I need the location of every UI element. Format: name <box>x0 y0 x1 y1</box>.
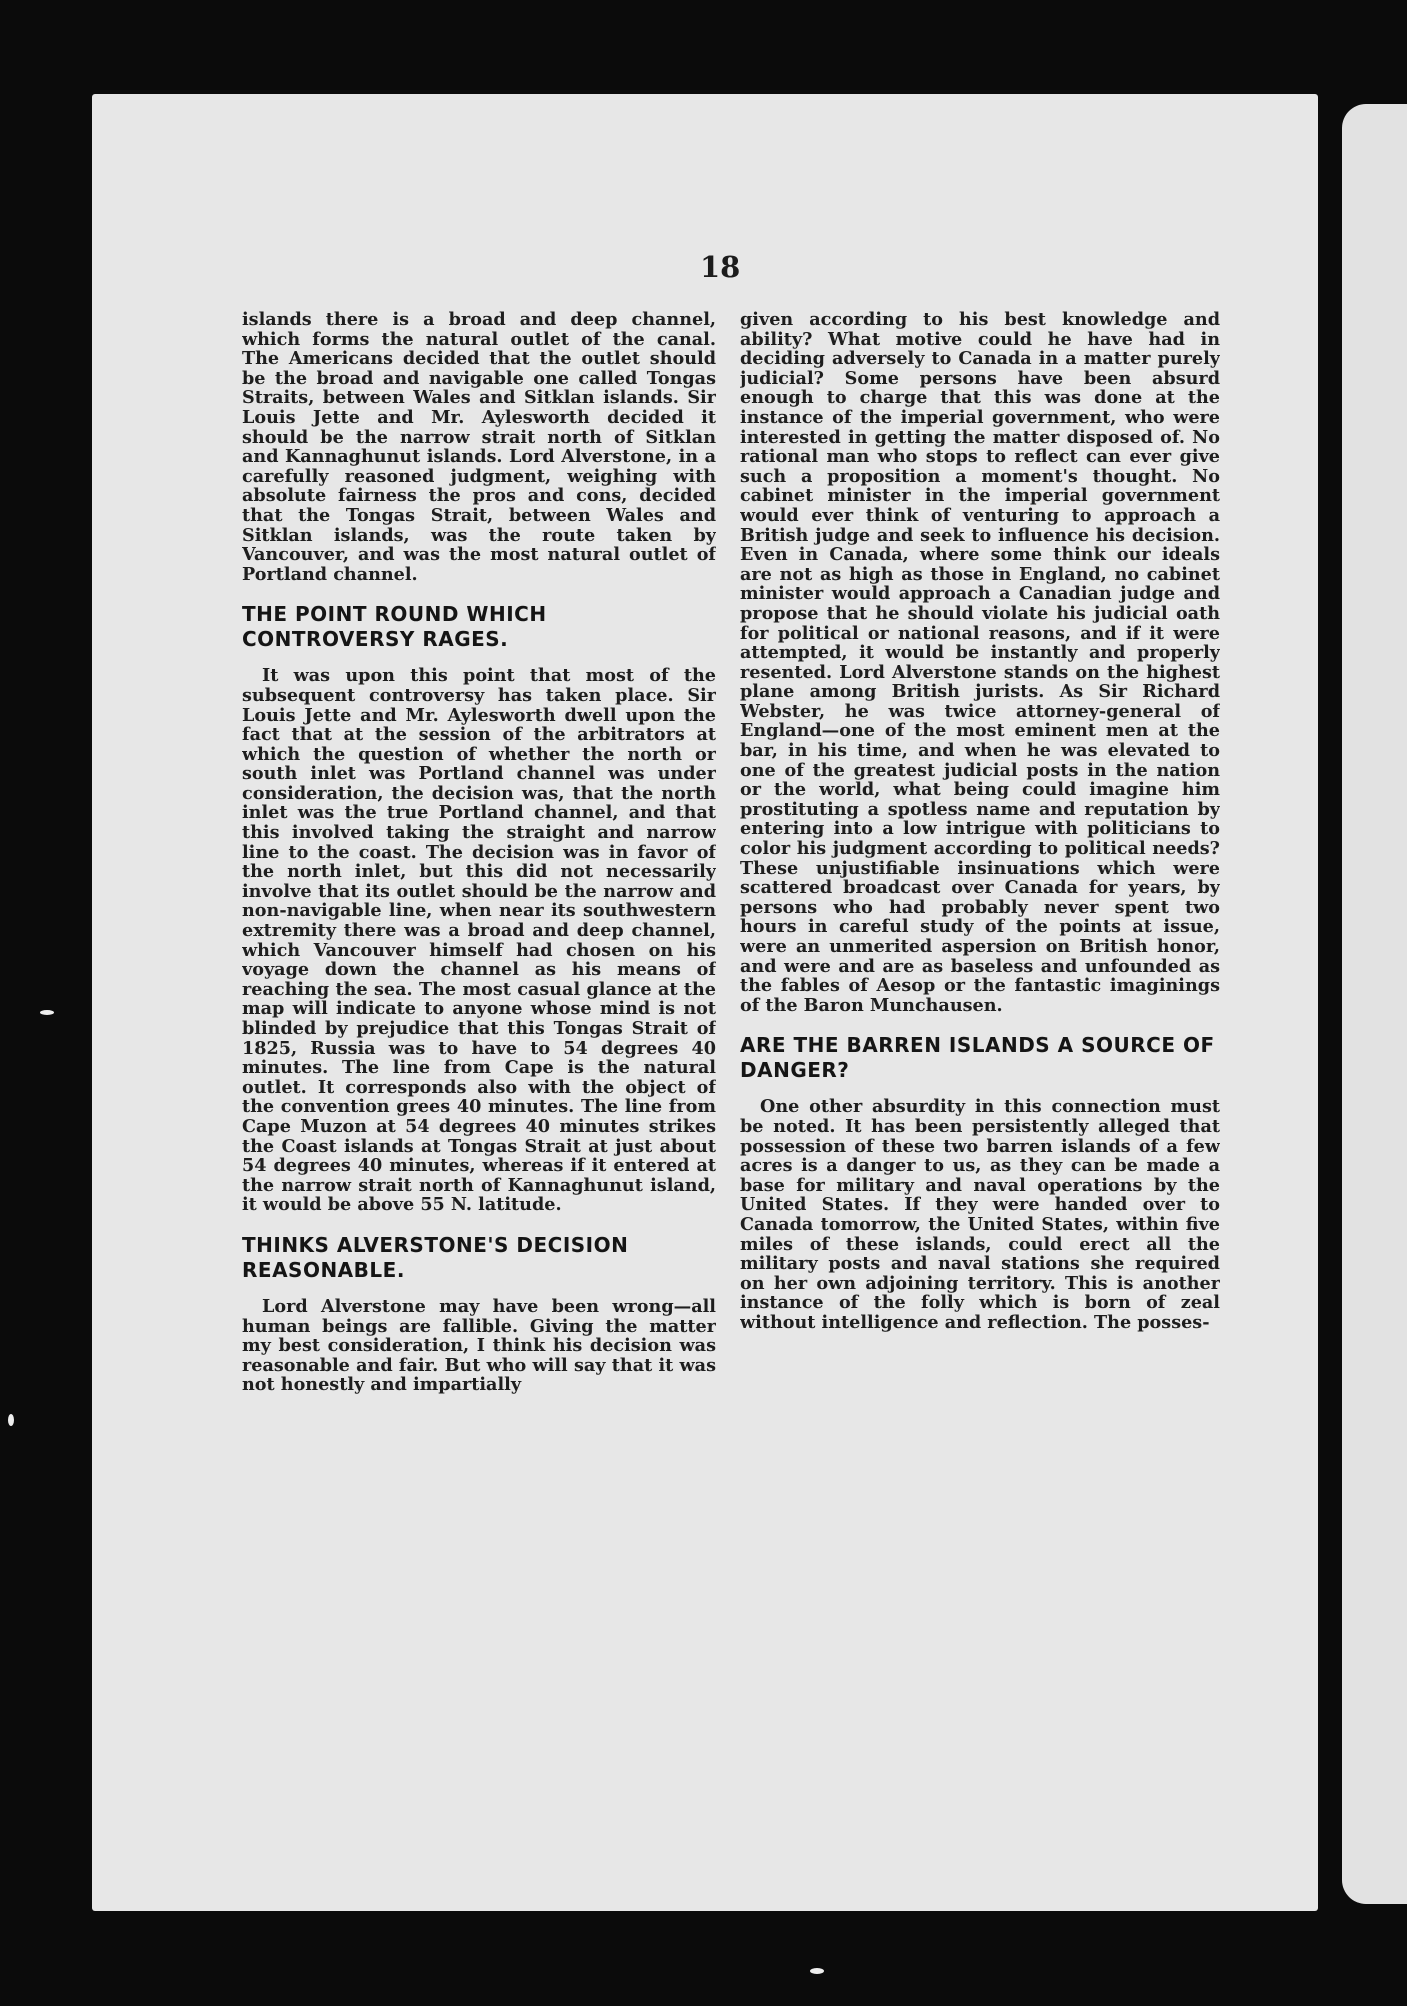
paragraph: It was upon this point that most of the subsequent controversy has taken place. Sir Louis Jette and Mr. Aylesworth dwell upon the fact that at the session of the arbitrators at which the question of whether the north or south inlet was Portland channel was under consideration, the decision was, that the north inlet was the true Portland channel, and that this involved taking the straight and narrow line to the coast. The decision was in favor of the north inlet, but this did not necessarily involve that its outlet should be the narrow and non-navigable line, when near its southwestern extremity there was a broad and deep channel, which Vancouver himself had chosen on his voyage down the channel as his means of reaching the sea. The most casual glance at the map will indicate to anyone whose mind is not blinded by prejudice that this Tongas Strait of 1825, Russia was to have to 54 degrees 40 minutes. The line from Cape is the natural outlet. It corresponds also with the object of the convention grees 40 minutes. The line from Cape Muzon at 54 degrees 40 minutes strikes the Coast islands at Tongas Strait at just about 54 degrees 40 minutes, whereas if it entered at the narrow strait north of Kannaghunut island, it would be above 55 N. latitude. <box>242 665 716 1216</box>
page-number: 18 <box>700 250 741 284</box>
paragraph: islands there is a broad and deep channel, which forms the natural outlet of the canal. The Americans decided that the outlet should be the broad and navigable one called Tongas Straits, between Wales and Sitklan islands. Sir Louis Jette and Mr. Aylesworth decided it should be the narrow strait north of Sitklan and Kannaghunut islands. Lord Alverstone, in a carefully reasoned judgment, weighing with absolute fairness the pros and cons, decided that the Tongas Strait, between Wales and Sitklan islands, was the route taken by Vancouver, and was the most natural outlet of Portland channel. <box>242 310 716 585</box>
adjacent-page-edge <box>1342 104 1407 1904</box>
section-heading: ARE THE BARREN ISLANDS A SOURCE OF DANGER? <box>740 1033 1215 1083</box>
left-column <box>242 310 716 1700</box>
paragraph: Lord Alverstone may have been wrong—all human beings are fallible. Giving the matter my best consideration, I think his decision was reasonable and fair. But who will say that it was not honestly and impartially <box>242 1295 716 1396</box>
paragraph: given according to his best knowledge and ability? What motive could he have had in deciding adversely to Canada in a matter purely judicial? Some persons have been absurd enough to charge that this was done at the instance of the imperial government, who were interested in getting the matter disposed of. No rational man who stops to reflect can ever give such a proposition a moment's thought. No cabinet minister in the imperial government would ever think of venturing to approach a British judge and seek to influence his decision. Even in Canada, where some think our ideals are not as high as those in England, no cabinet minister would approach a Canadian judge and propose that he should violate his judicial oath for political or national reasons, and if it were attempted, it would be instantly and properly resented. Lord Alverstone stands on the highest plane among British jurists. As Sir Richard Webster, he was twice attorney-general of England—one of the most eminent men at the bar, in his time, and when he was elevated to one of the greatest judicial posts in the nation or the world, what being could imagine him prostituting a spotless name and reputation by entering into a low intrigue with politicians to color his judgment according to political needs? These unjustifiable insinuations which were scattered broadcast over Canada for years, by persons who had probably never spent two hours in careful study of the points at issue, were an unmerited aspersion on British honor, and were and are as baseless and unfounded as the fables of Aesop or the fantastic imaginings of the Baron Munchausen. <box>740 310 1220 1016</box>
paragraph: One other absurdity in this connection must be noted. It has been persistently alleged that possession of these two barren islands of a few acres is a danger to us, as they can be made a base for military and naval operations by the United States. If they were handed over to Canada tomorrow, the United States, within five miles of these islands, could erect all the military posts and naval stations she required on her own adjoining territory. This is another instance of the folly which is born of zeal without intelligence and reflection. The posses- <box>740 1096 1220 1333</box>
scan-speck <box>810 1968 824 1974</box>
section-heading: THINKS ALVERSTONE'S DECISION REASONABLE. <box>242 1232 629 1282</box>
scan-speck <box>8 1414 14 1426</box>
right-column <box>740 310 1220 1702</box>
section-heading: THE POINT ROUND WHICH CONTROVERSY RAGES. <box>242 602 547 652</box>
scan-speck <box>40 1010 54 1015</box>
